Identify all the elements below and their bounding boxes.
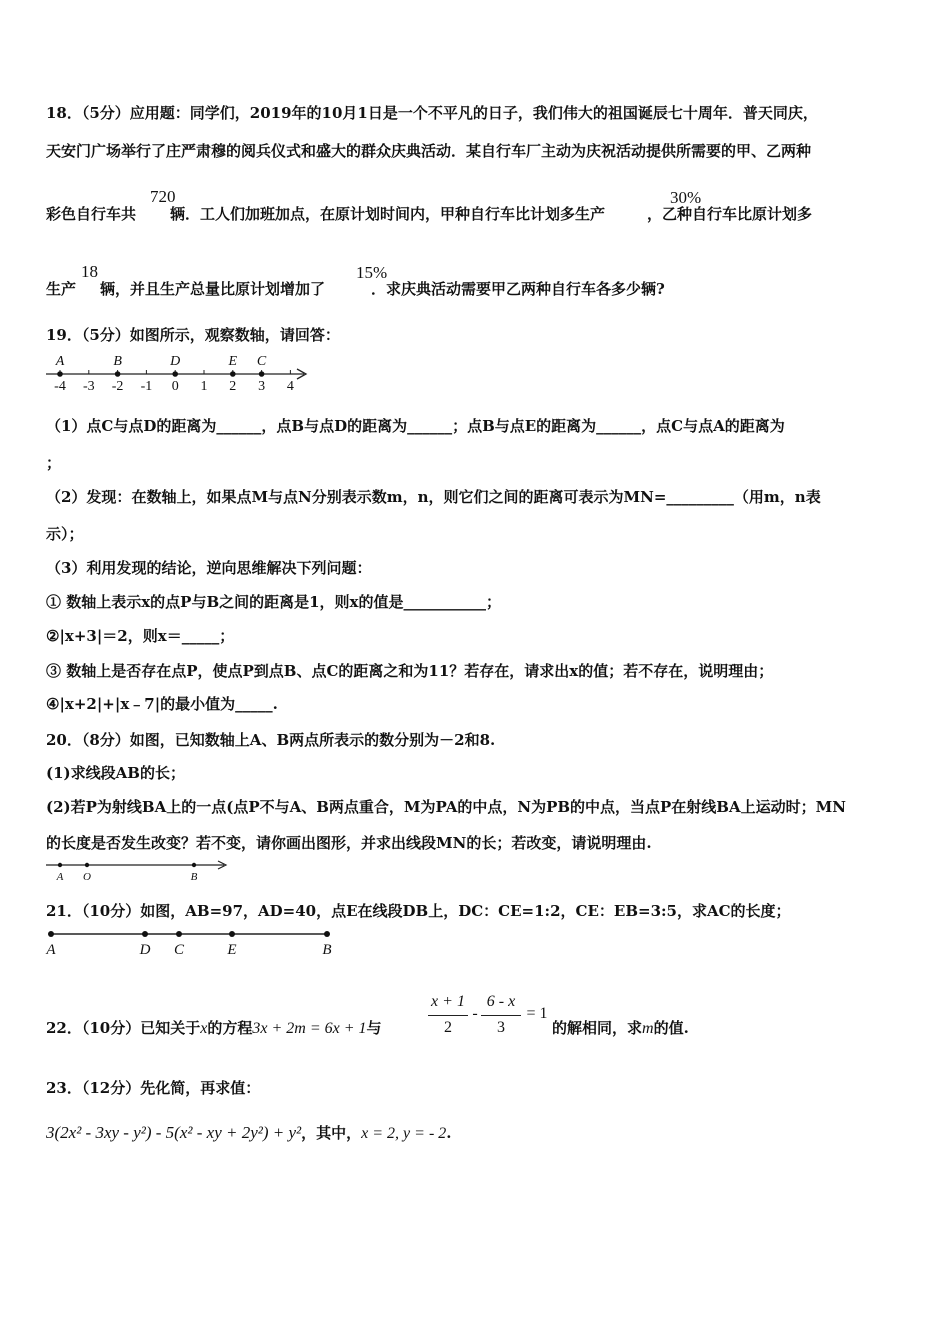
q22-num1: x + 1	[431, 993, 465, 1010]
q19-s3: ③ 数轴上是否存在点P，使点P到点B、点C的距离之和为11？若存在，请求出x的值；若不存在，说明理由；	[46, 662, 774, 680]
q21-point-label-E: E	[227, 942, 237, 958]
q22-c: 与	[366, 1019, 382, 1037]
q19-p1b: ；	[46, 454, 62, 472]
q20-p3: 的长度是否发生改变？若不变，请你画出图形，并求出线段MN的长；若改变，请说明理由.	[46, 834, 652, 852]
q19-s2: ②|x+3|＝2，则x＝_____；	[46, 627, 235, 645]
q19-point-label-E: E	[228, 354, 238, 369]
q21-point-label-D: D	[139, 942, 151, 958]
q18-line1: 18．（5分）应用题：同学们，2019年的10月1日是一个不平凡的日子，我们伟大的祖国诞辰七十周年．普天同庆，	[46, 104, 818, 122]
q19-tick-label-4: 4	[286, 379, 294, 394]
q21-point-C	[176, 931, 182, 937]
q21-point-label-A: A	[46, 942, 56, 958]
q19-point-label-D: D	[170, 354, 181, 369]
q19-title: 19．（5分）如图所示，观察数轴，请回答：	[46, 326, 340, 344]
q21-title: 21．（10分）如图，AB=97，AD=40，点E在线段DB上，DC：CE=1:2，CE：EB=3:5，求AC的长度；	[46, 902, 791, 920]
q21-point-label-B: B	[322, 942, 332, 958]
q19-point-label-B: B	[113, 354, 122, 369]
q21-point-B	[324, 931, 330, 937]
q20-point-B	[192, 863, 196, 867]
q23-expression-line	[46, 1123, 910, 1144]
q19-s1: ① 数轴上表示x的点P与B之间的距离是1，则x的值是___________；	[46, 593, 502, 611]
q18-line4a: 生产	[46, 280, 77, 298]
q22-eq1: 3x + 2m = 6x + 1	[252, 1020, 367, 1037]
q22-e: 的值.	[653, 1019, 689, 1037]
q19-s4: ④|x+2|+|x﹣7|的最小值为_____.	[46, 695, 278, 713]
q19-tick-label--4: -4	[54, 379, 66, 394]
q18-line4c: ．求庆典活动需要甲乙两种自行车各多少辆?	[371, 280, 665, 298]
q22-den1: 2	[444, 1019, 452, 1036]
q19-point-B	[115, 371, 121, 377]
q19-tick-label--1: -1	[140, 379, 153, 394]
q21-point-A	[48, 931, 54, 937]
q19-p2: （2）发现：在数轴上，如果点M与点N分别表示数m，n，则它们之间的距离可表示为MN=_________（用m，n表	[46, 488, 821, 506]
q22-num2: 6 - x	[486, 993, 516, 1010]
q18-line2: 天安门广场举行了庄严肃穆的阅兵仪式和盛大的群众庆典活动．某自行车厂主动为庆祝活动提供所需要的甲、乙两种	[46, 142, 812, 160]
q22-x: x	[200, 1020, 208, 1037]
q18-line3a: 彩色自行车共	[46, 205, 137, 223]
q18-pct15: 15%	[356, 263, 388, 282]
q18-line3c: ，乙种自行车比原计划多	[647, 205, 813, 223]
q20-point-label-A: A	[56, 871, 64, 883]
q23-end: .	[446, 1124, 452, 1142]
q23-title: 23．（12分）先化简，再求值：	[46, 1079, 261, 1097]
q20-figure	[42, 856, 242, 884]
q21-point-label-C: C	[173, 942, 185, 958]
q20-title: 20．（8分）如图，已知数轴上A、B两点所表示的数分别为－2和8.	[46, 731, 496, 749]
q19-number-line	[42, 350, 322, 394]
q22-fracbar1	[428, 1015, 468, 1016]
q22-d: 的解相同，求	[552, 1019, 643, 1037]
q19-point-E	[230, 371, 236, 377]
q22-m: m	[642, 1020, 654, 1037]
q23-expr: 3(2x² - 3xy - y²) - 5(x² - xy + 2y²) + y²	[46, 1123, 302, 1142]
q20-point-A	[58, 863, 62, 867]
q18-num18: 18	[81, 262, 98, 281]
q18-line3b: 辆．工人们加班加点，在原计划时间内，甲种自行车比计划多生产	[170, 205, 606, 223]
q19-p3: （3）利用发现的结论，逆向思维解决下列问题：	[46, 559, 372, 577]
q19-point-D	[172, 371, 178, 377]
q20-point-O	[85, 863, 89, 867]
q19-tick-label-1: 1	[200, 379, 208, 394]
q21-point-E	[229, 931, 235, 937]
q22-eq2: = 1	[526, 1005, 548, 1022]
q18-line4b: 辆，并且生产总量比原计划增加了	[100, 280, 326, 298]
q23-values: x = 2, y = - 2	[361, 1125, 447, 1142]
q19-tick-label--3: -3	[82, 379, 95, 394]
q22-a: 22．（10分）已知关于	[46, 1019, 201, 1037]
q19-point-C	[259, 371, 265, 377]
q22-tail	[552, 1018, 689, 1039]
q21-point-D	[142, 931, 148, 937]
q19-p1: （1）点C与点D的距离为______，点B与点D的距离为______；点B与点E的距离为______，点C与点A的距离为	[46, 417, 785, 435]
q21-figure	[42, 925, 342, 961]
q23-where: ，其中，	[301, 1124, 362, 1142]
q22-fracbar2	[481, 1015, 521, 1016]
q22-b: 的方程	[207, 1019, 253, 1037]
q20-p1: (1)求线段AB的长；	[46, 764, 185, 782]
q19-p2b: 示）；	[46, 525, 84, 543]
q19-point-A	[57, 371, 63, 377]
q19-point-label-A: A	[55, 354, 65, 369]
q19-point-label-C: C	[256, 354, 267, 369]
q19-tick-label-0: 0	[171, 379, 179, 394]
q19-tick-label-3: 3	[258, 379, 266, 394]
q19-tick-label--2: -2	[111, 379, 124, 394]
q18-pct30: 30%	[670, 188, 702, 207]
q20-p2: (2)若P为射线BA上的一点(点P不与A、B两点重合，M为PA的中点，N为PB的中点，当点P在射线BA上运动时；MN	[46, 798, 846, 816]
q20-point-label-B: B	[190, 871, 198, 883]
q18-line3	[46, 204, 910, 224]
q20-point-label-O: O	[83, 871, 91, 883]
q18-line4	[46, 279, 910, 299]
q22-minus: -	[472, 1005, 478, 1022]
q22-den2: 3	[497, 1019, 505, 1036]
q18-num720: 720	[150, 187, 176, 206]
q19-tick-label-2: 2	[229, 379, 237, 394]
